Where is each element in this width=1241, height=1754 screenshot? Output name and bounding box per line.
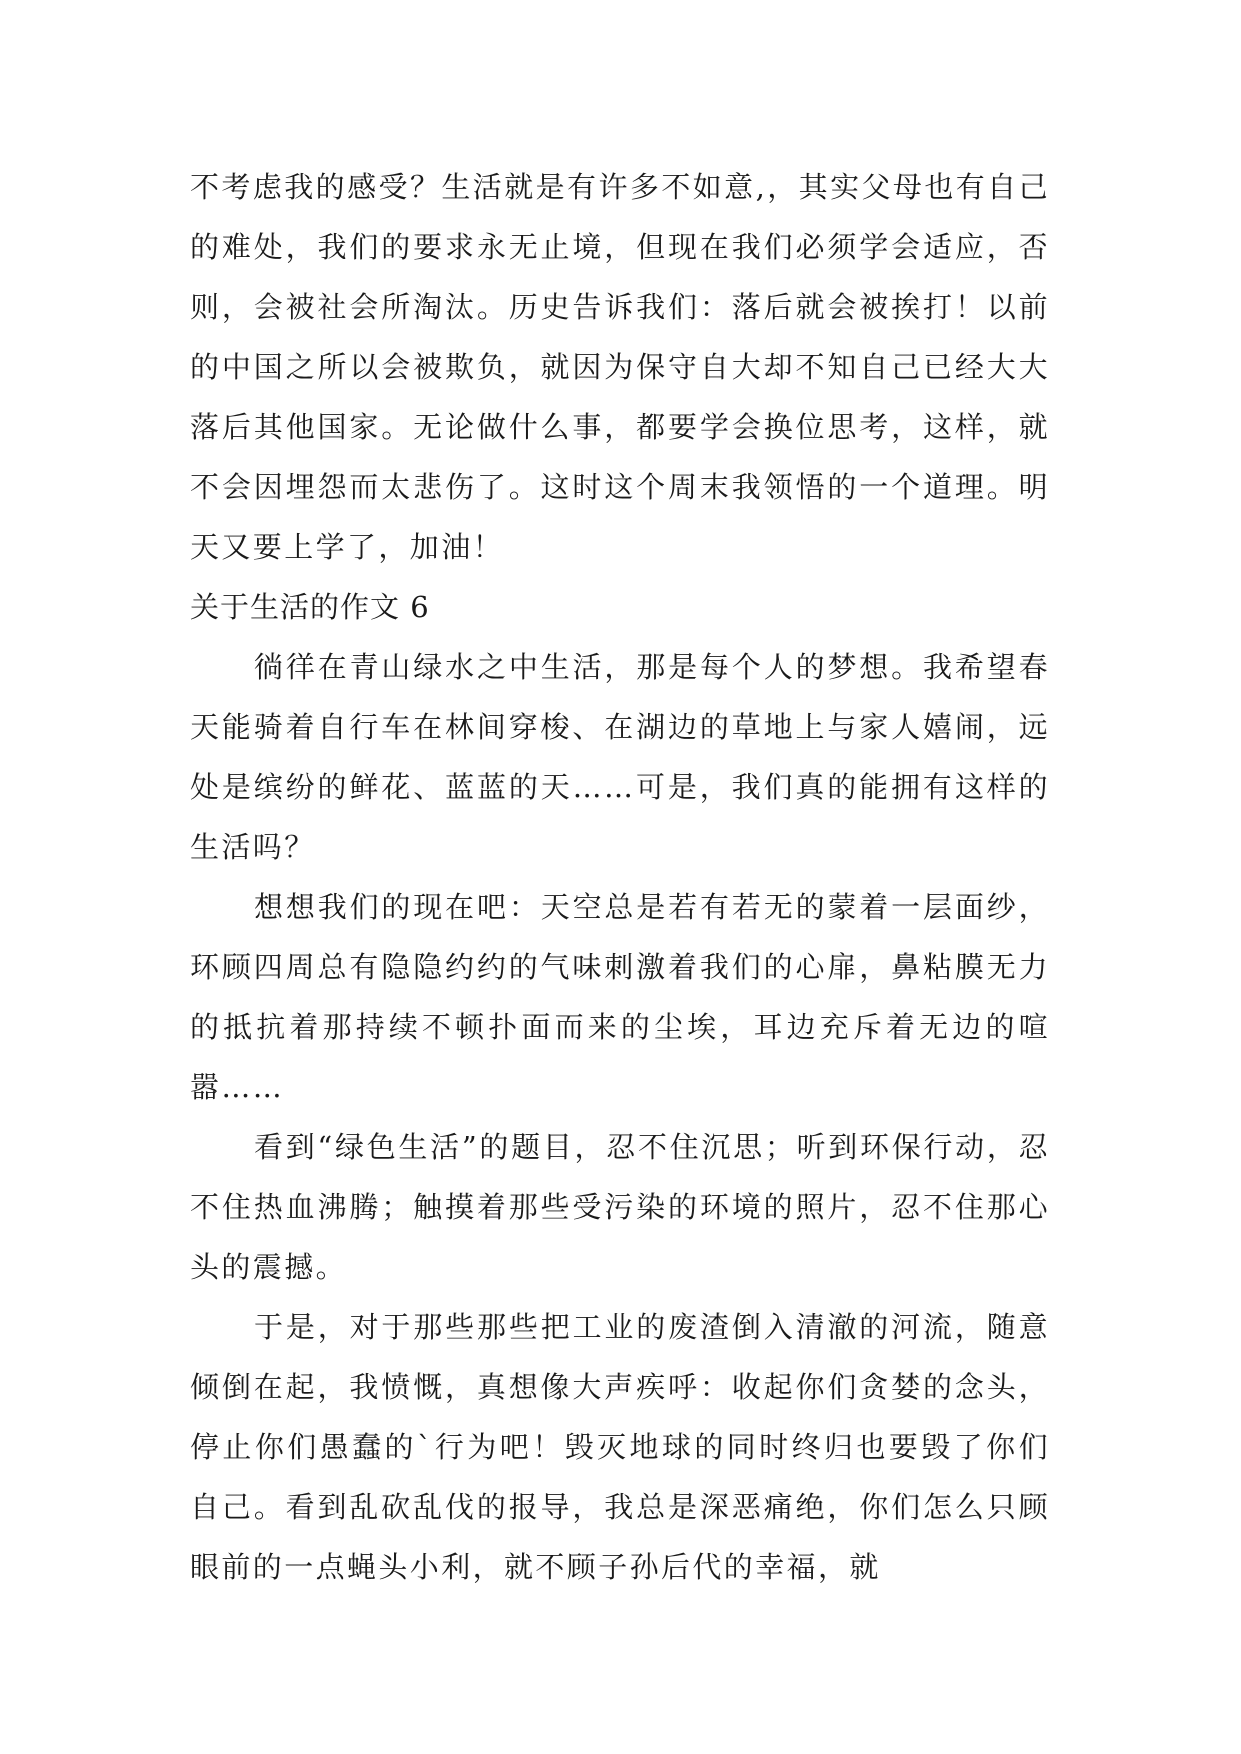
body-paragraph-2: 想想我们的现在吧：天空总是若有若无的蒙着一层面纱，环顾四周总有隐隐约约的气味刺激着我们的心扉，鼻粘膜无力的抵抗着那持续不顿扑面而来的尘埃，耳边充斥着无边的喧嚣…… xyxy=(190,890,1050,1104)
body-paragraph-4: 于是，对于那些那些把工业的废渣倒入清澈的河流，随意倾倒在起，我愤慨，真想像大声疾呼：收起你们贪婪的念头，停止你们愚蠢的`行为吧！毁灭地球的同时终归也要毁了你们自己。看到乱砍乱伐的报导，我总是深恶痛绝，你们怎么只顾眼前的一点蝇头小利，就不顾子孙后代的幸福，就 xyxy=(190,1310,1050,1584)
body-paragraph-1: 徜徉在青山绿水之中生活，那是每个人的梦想。我希望春天能骑着自行车在林间穿梭、在湖边的草地上与家人嬉闹，远处是缤纷的鲜花、蓝蓝的天……可是，我们真的能拥有这样的生活吗？ xyxy=(190,650,1050,864)
section-title: 关于生活的作文 6 xyxy=(190,590,430,624)
continuation-paragraph: 不考虑我的感受？生活就是有许多不如意,，其实父母也有自己的难处，我们的要求永无止境，但现在我们必须学会适应，否则，会被社会所淘汰。历史告诉我们：落后就会被挨打！以前的中国之所以会被欺负，就因为保守自大却不知自己已经大大落后其他国家。无论做什么事，都要学会换位思考，这样，就不会因埋怨而太悲伤了。这时这个周末我领悟的一个道理。明天又要上学了，加油！ xyxy=(190,170,1050,564)
body-paragraph-3: 看到“绿色生活”的题目，忍不住沉思；听到环保行动，忍不住热血沸腾；触摸着那些受污染的环境的照片，忍不住那心头的震撼。 xyxy=(190,1130,1050,1284)
document-body xyxy=(190,157,1050,1597)
